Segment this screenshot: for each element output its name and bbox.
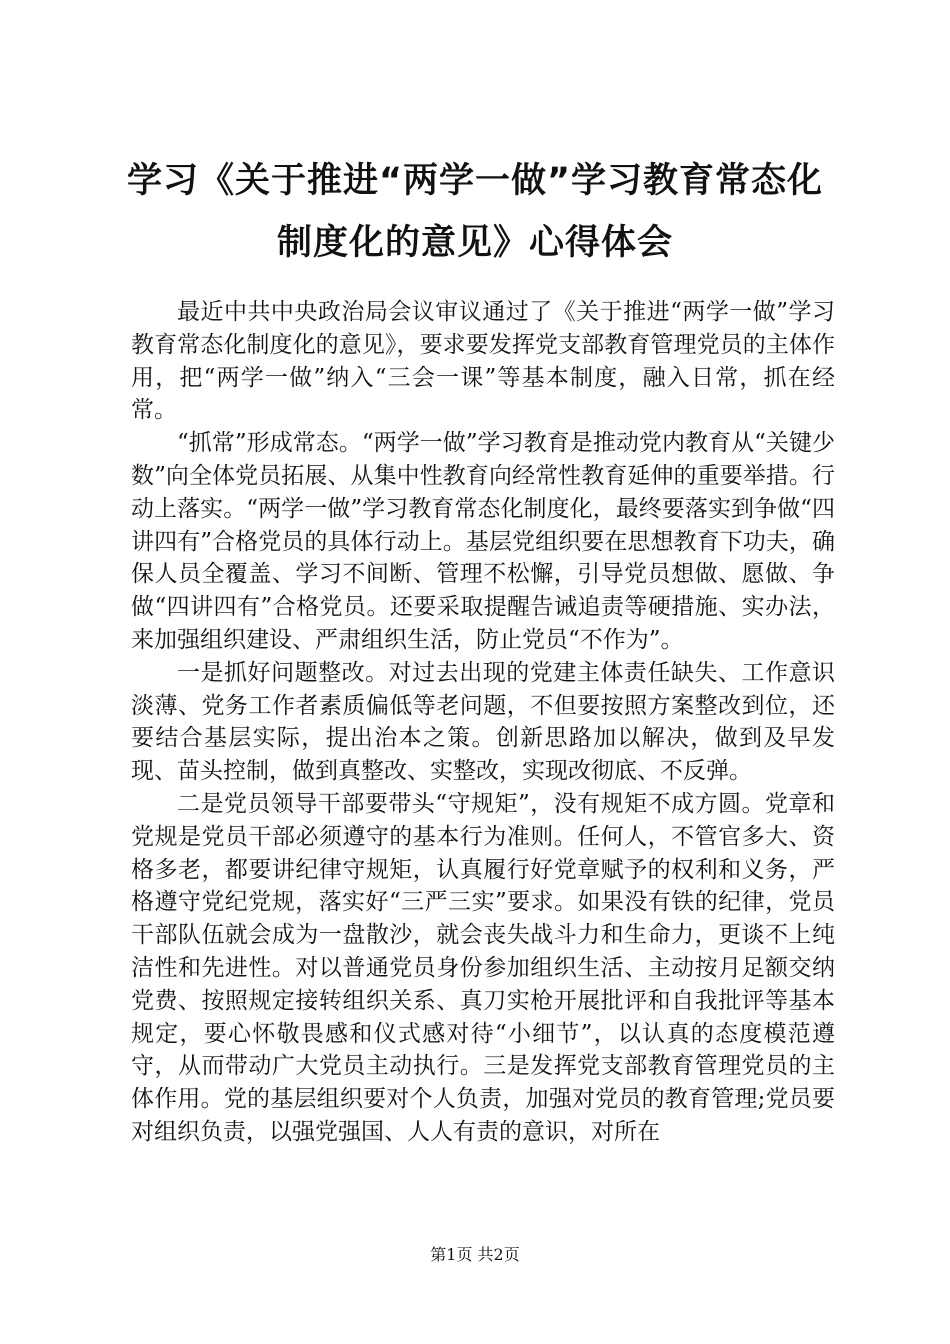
document-title-line-1: 学习《关于推进“两学一做”学习教育常态化 xyxy=(126,161,823,201)
paragraph-point-two: 二是党员领导干部要带头“守规矩”，没有规矩不成方圆。党章和党规是党员干部必须遵守的基本行为准则。任何人，不管官多大、资格多老，都要讲纪律守规矩，认真履行好党章赋予的权利和义务，严格遵守党纪党规，落实好“三严三实”要求。如果没有铁的纪律，党员干部队伍就会成为一盘散沙，就会丧失战斗力和生命力，更谈不上纯洁性和先进性。对以普通党员身份参加组织生活、主动按月足额交纳党费、按照规定接转组织关系、真刀实枪开展批评和自我批评等基本规定，要心怀敬畏感和仪式感对待“小细节”，以认真的态度模范遵守，从而带动广大党员主动执行。三是发挥党支部教育管理党员的主体作用。党的基层组织要对个人负责，加强对党员的教育管理;党员要对组织负责，以强党强国、人人有责的意识，对所在 xyxy=(131,790,835,1145)
paragraph-point-one: 一是抓好问题整改。对过去出现的党建主体责任缺失、工作意识淡薄、党务工作者素质偏低等老问题，不但要按照方案整改到位，还要结合基层实际，提出治本之策。创新思路加以解决，做到及早发现、苗头控制，做到真整改、实整改，实现改彻底、不反弹。 xyxy=(131,659,835,785)
paragraph-zhuachang: “抓常”形成常态。“两学一做”学习教育是推动党内教育从“关键少数”向全体党员拓展、从集中性教育向经常性教育延伸的重要举措。行动上落实。“两学一做”学习教育常态化制度化，最终要落实到争做“四讲四有”合格党员的具体行动上。基层党组织要在思想教育下功夫，确保人员全覆盖、学习不间断、管理不松懈，引导党员想做、愿做、争做“四讲四有”合格党员。还要采取提醒告诫追责等硬措施、实办法，来加强组织建设、严肃组织生活，防止党员“不作为”。 xyxy=(131,430,835,653)
document-title-line-2: 制度化的意见》心得体会 xyxy=(276,223,673,263)
paragraph-intro: 最近中共中央政治局会议审议通过了《关于推进“两学一做”学习教育常态化制度化的意见》，要求要发挥党支部教育管理党员的主体作用，把“两学一做”纳入“三会一课”等基本制度，融入日常，抓在经常。 xyxy=(131,299,835,424)
page-footer: 第1页 共2页 xyxy=(430,1245,520,1264)
document-body xyxy=(131,296,835,1149)
